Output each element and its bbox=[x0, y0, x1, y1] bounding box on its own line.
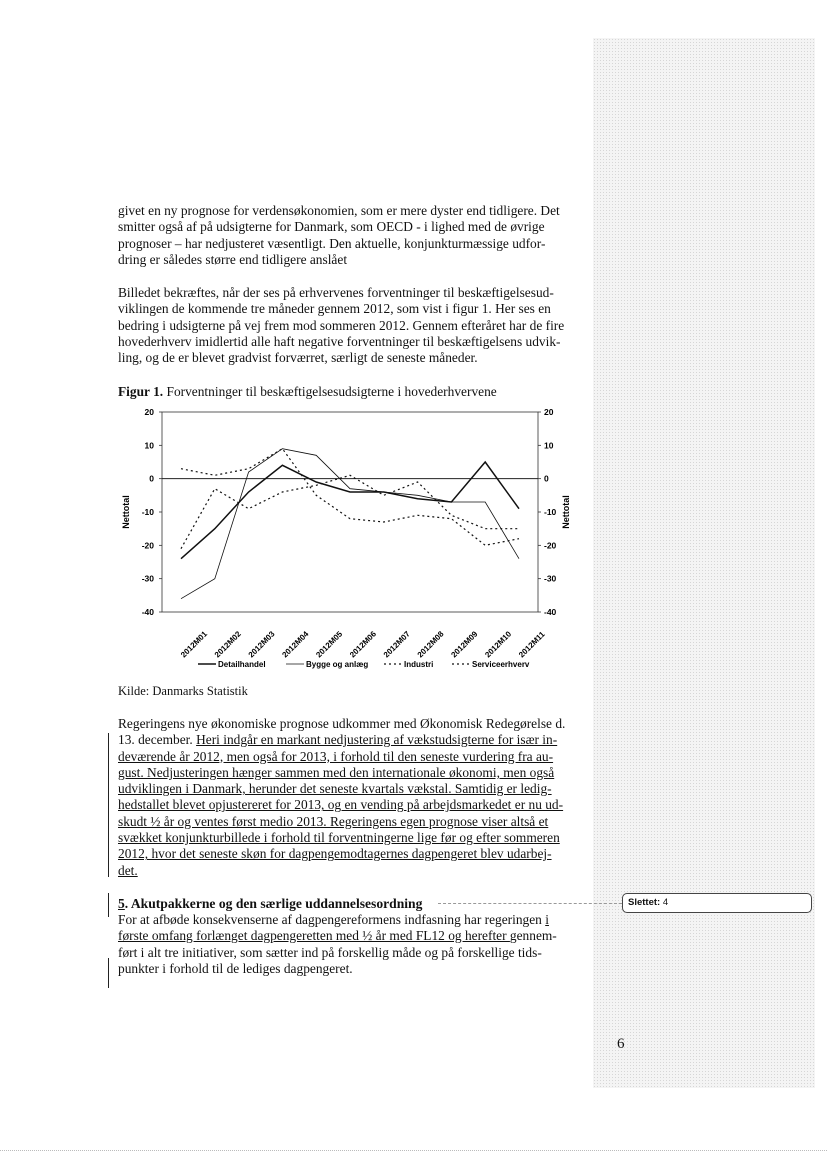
series-line bbox=[181, 462, 519, 559]
text-line: dring er således større end tidligere anslået bbox=[118, 251, 348, 267]
text-line bbox=[118, 781, 588, 797]
plain-text: For at afbøde konsekvenserne af dagpengereformens indfasning har regeringen bbox=[118, 912, 546, 927]
x-tick-label: 2012M04 bbox=[280, 629, 311, 660]
text-line: prognoser – har nedjusteret væsentligt. Den aktuelle, konjunkturmæssige udfor- bbox=[118, 235, 546, 251]
text-line: Billedet bekræftes, når der ses på erhvervenes forventninger til beskæftigelsesud- bbox=[118, 285, 554, 300]
x-tick-label: 2012M01 bbox=[179, 629, 210, 660]
legend-label: Serviceerhverv bbox=[472, 660, 530, 669]
markup-margin-pane bbox=[593, 38, 815, 1088]
text-line: viklingen de kommende tre måneder gennem 2012, som vist i figur 1. Her ses en bbox=[118, 301, 551, 317]
y-tick-label: -30 bbox=[141, 573, 154, 584]
y-tick-label-right: -40 bbox=[544, 607, 557, 617]
plain-text: 13. december. bbox=[118, 732, 197, 748]
y-tick-label: -40 bbox=[141, 607, 154, 617]
text-line: ling, og de er blevet gradvist forværret, særligt de seneste måneder. bbox=[118, 350, 478, 366]
text-line: smitter også af på udsigterne for Danmark, som OECD - i lighed med de øvrige bbox=[118, 219, 545, 235]
text-line: bedring i udsigterne på vej frem mod sommeren 2012. Gennem efteråret har de fire bbox=[118, 317, 565, 333]
deletion-comment[interactable] bbox=[622, 893, 812, 913]
plain-text: gennem- bbox=[509, 928, 557, 944]
y-tick-label-right: -10 bbox=[544, 507, 557, 517]
inserted-text: i bbox=[545, 912, 549, 927]
inserted-text: det. bbox=[118, 862, 138, 878]
inserted-text: skudt ½ år og ventes først medio 2013. Regeringens egen prognose viser altså et bbox=[118, 813, 549, 829]
figure-source: Kilde: Danmarks Statistik bbox=[118, 684, 248, 698]
y-tick-label: 10 bbox=[144, 440, 154, 451]
inserted-text: gust. Nedjusteringen hænger sammen med den internationale økonomi, men også bbox=[118, 764, 555, 780]
y-tick-label-right: -20 bbox=[544, 540, 557, 551]
section-title: . Akutpakkerne og den særlige uddannelsesordning bbox=[124, 896, 423, 911]
x-tick-label: 2012M11 bbox=[517, 629, 547, 660]
series-line bbox=[181, 475, 519, 548]
x-tick-label: 2012M05 bbox=[314, 629, 345, 660]
change-bar bbox=[108, 733, 109, 877]
text-line bbox=[118, 945, 588, 961]
y-tick-label-right: -30 bbox=[544, 573, 557, 584]
text-line bbox=[118, 716, 588, 732]
inserted-text: 2012, hvor det seneste skøn for dagpengemodtagernes dagpengeret blev udarbej- bbox=[118, 846, 552, 862]
y-axis-label-right: Nettotal bbox=[561, 495, 571, 529]
text-line bbox=[118, 814, 588, 830]
text-line: givet en ny prognose for verdensøkonomien, som er mere dyster end tidligere. Det bbox=[118, 203, 560, 218]
x-tick-label: 2012M02 bbox=[212, 629, 243, 660]
text-line bbox=[118, 863, 588, 879]
comment-label: Slettet: bbox=[628, 897, 661, 908]
figure-caption-text: Forventninger til beskæftigelsesudsigterne i hovederhvervene bbox=[166, 384, 497, 399]
y-tick-label: -10 bbox=[141, 507, 154, 517]
comment-value: 4 bbox=[662, 897, 669, 908]
x-tick-label: 2012M07 bbox=[381, 629, 412, 660]
legend-label: Detailhandel bbox=[218, 660, 266, 669]
x-tick-label: 2012M09 bbox=[449, 629, 480, 660]
text-line bbox=[118, 797, 588, 813]
y-tick-label-right: 10 bbox=[544, 440, 554, 451]
text-line: hovederhverv imidlertid alle haft negative forventninger til beskæftigelsens udvik- bbox=[118, 333, 561, 349]
y-tick-label: 20 bbox=[144, 407, 154, 417]
section-heading bbox=[118, 896, 422, 912]
plain-text: Regeringens nye økonomiske prognose udkommer med Økonomisk Redegørelse d. bbox=[118, 716, 566, 731]
series-line bbox=[181, 449, 519, 599]
text-line bbox=[118, 765, 588, 781]
employment-expectations-chart bbox=[110, 402, 580, 682]
figure-caption bbox=[118, 384, 497, 400]
text-line bbox=[118, 749, 588, 765]
legend-label: Industri bbox=[404, 660, 434, 669]
plain-text: punkter i forhold til de lediges dagpengeret. bbox=[118, 960, 353, 976]
change-bar bbox=[108, 893, 109, 917]
x-tick-label: 2012M10 bbox=[483, 629, 514, 660]
inserted-text: udviklingen i Danmark, herunder det seneste kvartals vækstal. Samtidig er ledig- bbox=[118, 781, 552, 797]
text-line bbox=[118, 846, 588, 862]
inserted-text: hedstallet blevet opjustereret for 2013, og en vending på arbejdsmarkedet er nu ud- bbox=[118, 797, 564, 813]
y-tick-label: -20 bbox=[141, 540, 154, 551]
paragraph-4 bbox=[118, 912, 588, 977]
inserted-text: Heri indgår en markant nedjustering af vækstudsigterne for især in- bbox=[196, 732, 558, 748]
y-axis-label: Nettotal bbox=[121, 495, 131, 529]
inserted-text: deværende år 2012, men også for 2013, i forhold til den seneste vurdering fra au- bbox=[118, 748, 554, 764]
y-tick-label: 0 bbox=[149, 473, 154, 484]
paragraph-3 bbox=[118, 716, 588, 879]
inserted-text: første omfang forlænget dagpengeretten med ½ år med FL12 og herefter bbox=[118, 928, 510, 944]
x-tick-label: 2012M08 bbox=[415, 629, 446, 660]
text-line bbox=[118, 830, 588, 846]
plain-text: ført i alt tre initiativer, som sætter ind på forskellig måde og på forskellige tids- bbox=[118, 944, 542, 960]
text-line bbox=[118, 912, 588, 928]
figure-label: Figur 1. bbox=[118, 384, 164, 399]
text-line bbox=[118, 928, 588, 944]
y-tick-label-right: 0 bbox=[544, 473, 549, 484]
paragraph-2 bbox=[118, 285, 588, 366]
paragraph-1 bbox=[118, 203, 588, 268]
comment-connector bbox=[438, 903, 622, 904]
inserted-text: svækket konjunkturbillede i forhold til forventningerne lige før og efter sommeren bbox=[118, 830, 560, 846]
legend-label: Bygge og anlæg bbox=[306, 660, 369, 669]
plot-area bbox=[162, 412, 538, 612]
y-tick-label-right: 20 bbox=[544, 407, 554, 417]
series-line bbox=[181, 449, 519, 546]
change-bar bbox=[108, 958, 109, 988]
page-number: 6 bbox=[617, 1036, 625, 1052]
x-tick-label: 2012M06 bbox=[348, 629, 379, 660]
text-line bbox=[118, 961, 588, 977]
section-number: 5 bbox=[118, 896, 125, 911]
text-line bbox=[118, 732, 588, 748]
x-tick-label: 2012M03 bbox=[246, 629, 277, 660]
page-bottom-edge bbox=[0, 1150, 827, 1151]
